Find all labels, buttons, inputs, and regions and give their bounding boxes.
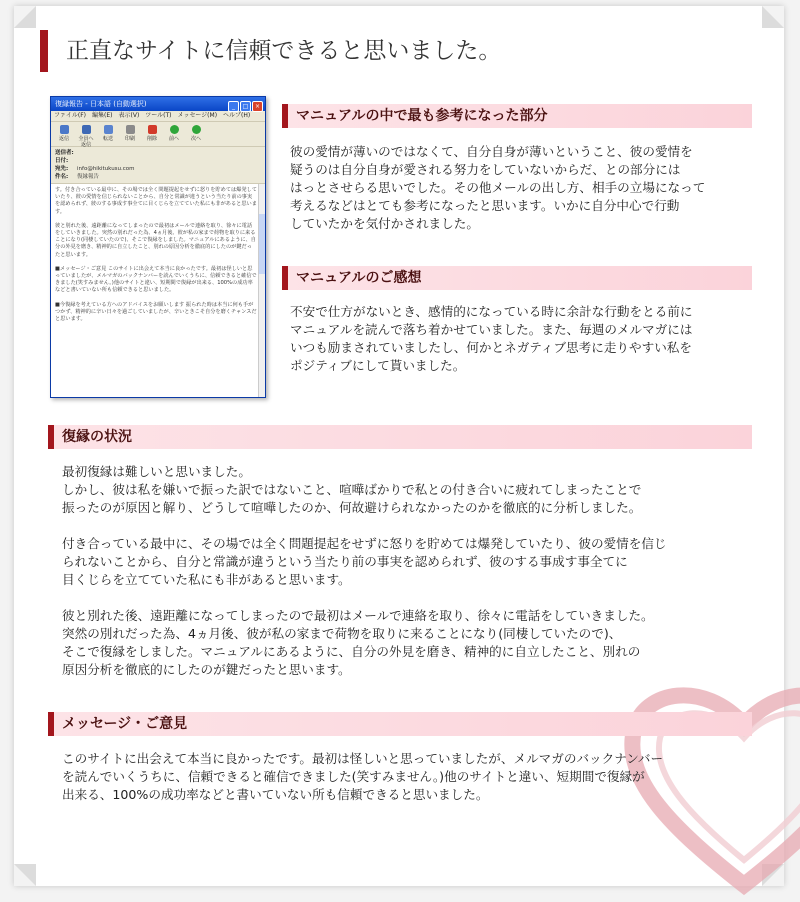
window-controls <box>227 99 263 113</box>
email-field-from: 送信者: <box>55 150 74 156</box>
section-paragraph: 最初復縁は難しいと思いました。 しかし、彼は私を嫌いで振った訳ではないこと、喧嘩ばかりで私との付き合いに疲れてしまったことで 振ったのが原因と解り、どうして喧嘩したのか、何故避けられなかったのかを徹底的に分析しました。 <box>62 464 642 515</box>
reply-icon <box>60 125 69 134</box>
page-curl-top-right <box>762 6 784 28</box>
delete-icon <box>148 125 157 134</box>
page-title: 正直なサイトに信頼できると思いました。 <box>40 30 501 72</box>
forward-icon <box>104 125 113 134</box>
menu-item: 表示(V) <box>118 112 140 119</box>
section-text-reunion-status <box>62 463 752 679</box>
section-heading-impressions: マニュアルのご感想 <box>282 266 752 290</box>
email-toolbar <box>51 122 265 147</box>
section-paragraph: 付き合っている最中に、その場では全く問題提起をせずに怒りを貯めては爆発していたり、彼の愛情を信じ られないことから、自分と常識が違うという当たり前の事実を認められず、彼のする事成す事全てに 目くじらを立てていた私にも非があると思います。 <box>62 536 667 587</box>
previous-tool: 前へ <box>165 124 183 144</box>
delete-tool: 削除 <box>143 124 161 144</box>
section-heading-most-useful: マニュアルの中で最も参考になった部分 <box>282 104 752 128</box>
print-icon <box>126 125 135 134</box>
email-field-subject: 件名: 復縁報告 <box>55 174 100 180</box>
email-paragraph: 彼と別れた後、遠距離になってしまったので最初はメールで連絡を取り、徐々に電話をしていきました。突然の別れだった為、4ヵ月後、彼が私の家まで荷物を取りに来ることになり(同棲していたので)、そこで復縁をしました。マニュアルにあるように、自分の外見を磨き、精神的に自立したこと、別れの原因分析を徹底的にしたのが鍵だったと思います。 <box>55 222 256 258</box>
section-paragraph: 彼の愛情が薄いのではなくて、自分自身が薄いということ、彼の愛情を 疑うのは自分自身が愛される努力をしていないからだ、との部分には はっとさせらる思いでした。その他メールの出し方、相手の立場になって 考えるなどはとても参考になったと思います。いかに自分中心で行動 していたかを気付かされました。 <box>290 144 706 231</box>
next-tool: 次へ <box>187 124 205 144</box>
previous-icon <box>170 125 179 134</box>
menu-item: ツール(T) <box>145 112 172 119</box>
email-paragraph: ■今復縁を考えている方へのアドバイスをお願いします 振られた時は本当に何も手がつかず、精神的に辛い日々を過ごしていましたが、辛いときこそ自分を磨くチャンスだと思います。 <box>55 301 257 323</box>
section-heading-message: メッセージ・ご意見 <box>48 712 752 736</box>
reply-tool: 返信 <box>55 124 73 144</box>
menu-item: ファイル(F) <box>54 112 87 119</box>
email-field-date: 日付: <box>55 158 69 164</box>
print-tool: 印刷 <box>121 124 139 144</box>
menu-item: 編集(E) <box>92 112 113 119</box>
section-paragraph: 不安で仕方がないとき、感情的になっている時に余計な行動をとる前に マニュアルを読んで落ち着かせていました。また、毎週のメルマガには いつも励まされていましたし、何かとネガティブ思考に走りやすい私を ポジティブにして貰いました。 <box>290 304 693 373</box>
section-heading-reunion-status: 復縁の状況 <box>48 425 752 449</box>
email-field-to: 宛先: info@hikitukusu.com <box>55 166 135 172</box>
page-curl-top-left <box>14 6 36 28</box>
email-header-fields <box>51 147 265 184</box>
reply-all-icon <box>82 125 91 134</box>
email-paragraph: ■メッセージ・ご意見 このサイトに出会えて本当に良かったです。最初は怪しいと思っていましたが、メルマガのバックナンバーを読んでいくうちに、信頼できると確信できました(笑すみません。)他のサイトと違い、短期間で復縁が出来る、100%の成功率などと書いていない所も信頼できると思いました。 <box>55 265 257 294</box>
maximize-icon: □ <box>240 101 251 112</box>
scroll-thumb <box>259 214 265 274</box>
email-screenshot <box>50 96 266 398</box>
section-paragraph: このサイトに出会えて本当に良かったです。最初は怪しいと思っていましたが、メルマガのバックナンバー を読んでいくうちに、信頼できると確信できました(笑すみません。)他のサイトと違い、短期間で復縁が 出来る、100%の成功率などと書いていない所も信頼できると思いました。 <box>62 751 664 802</box>
email-body <box>51 184 265 398</box>
email-paragraph: す。付き合っている最中に、その場では全く問題提起をせずに怒りを貯めては爆発していたり、彼の愛情を信じられないことから、自分と常識が違うという当たり前の事実を認められず、彼のする事成す事全てに目くじらを立てていた私にも非があると思います。 <box>55 187 257 215</box>
email-scrollbar <box>258 184 265 398</box>
section-text-impressions <box>290 303 760 375</box>
close-icon: × <box>252 101 263 112</box>
email-window-titlebar <box>51 97 265 111</box>
next-icon <box>192 125 201 134</box>
reply-all-tool: 全員へ返信 <box>77 124 95 144</box>
minimize-icon: _ <box>228 101 239 112</box>
page-curl-bottom-left <box>14 864 36 886</box>
menu-item: ヘルプ(H) <box>223 112 251 119</box>
section-text-most-useful <box>290 143 760 233</box>
section-text-message <box>62 750 752 804</box>
menu-item: メッセージ(M) <box>177 112 218 119</box>
forward-tool: 転送 <box>99 124 117 144</box>
email-window-title: 復縁報告 - 日本語 (自動選択) <box>55 100 147 108</box>
section-paragraph: 彼と別れた後、遠距離になってしまったので最初はメールで連絡を取り、徐々に電話をしていきました。 突然の別れだった為、4ヵ月後、彼が私の家まで荷物を取りに来ることになり(同棲していたので)、 そこで復縁をしました。マニュアルにあるように、自分の外見を磨き、精神的に自立したこと、別れの 原因分析を徹底的にしたのが鍵だったと思います。 <box>62 608 654 677</box>
